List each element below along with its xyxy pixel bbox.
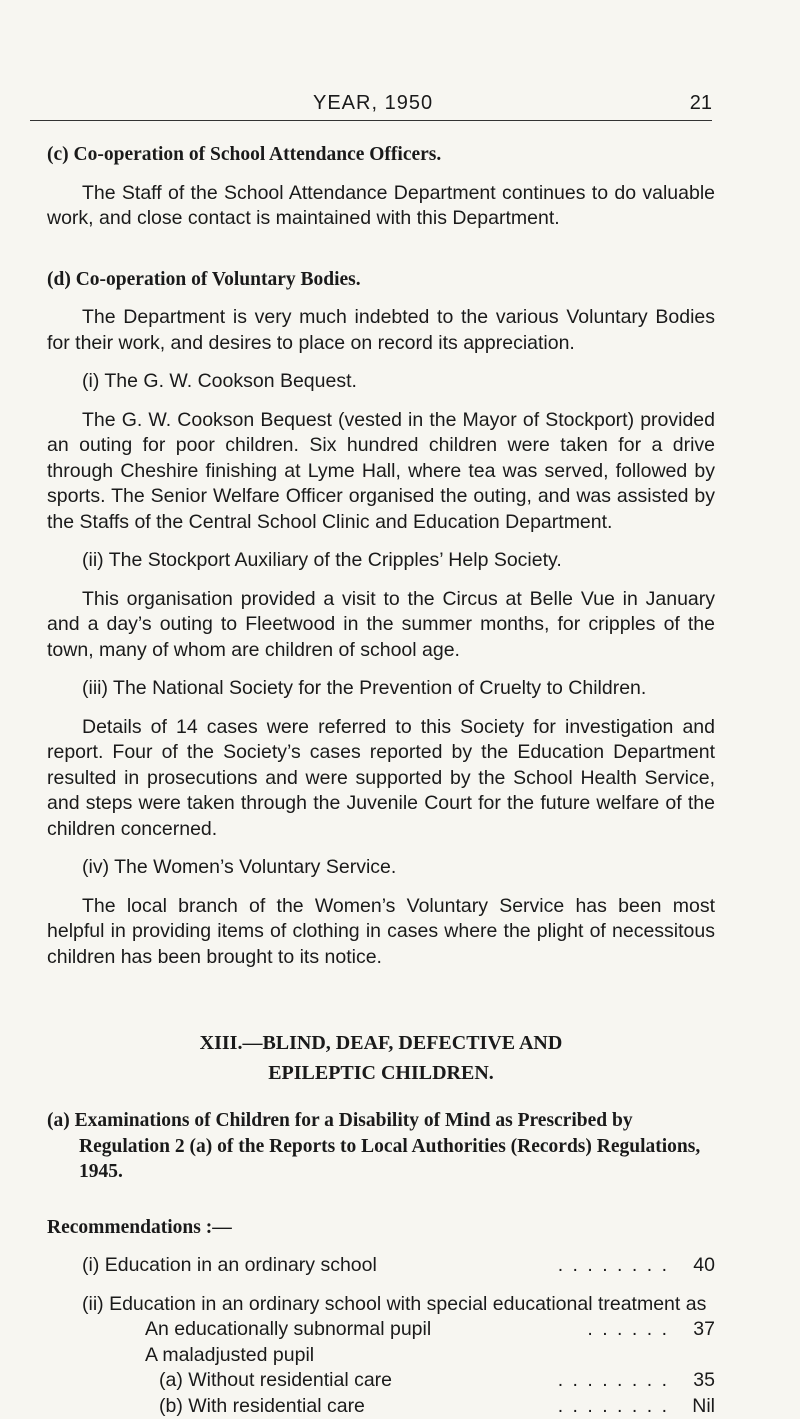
rec-value: 37 (679, 1317, 715, 1343)
rec-value: 40 (679, 1253, 715, 1279)
item-ii-title: (ii) The Stockport Auxiliary of the Cripples’ Help Society. (47, 548, 715, 574)
item-i-text: The G. W. Cookson Bequest (vested in the Mayor of Stockport) provided an outing for poor children. Six hundred children were taken for a drive through Cheshire finishing at Lyme Hall, where tea was served, followed by sports. The Senior Welfare Officer organised the outing, and was assisted by the Staffs of the Central School Clinic and Education Department. (47, 408, 715, 536)
leader-dots: . . . . . . . . (365, 1394, 679, 1419)
section-d-heading: (d) Co-operation of Voluntary Bodies. (47, 267, 715, 293)
page-header (30, 92, 712, 121)
recommendation-row (47, 1368, 715, 1394)
rec-maladjusted-label: A maladjusted pupil (47, 1343, 715, 1369)
rec-label: An educationally subnormal pupil (145, 1317, 431, 1343)
recommendations-label: Recommendations :— (47, 1215, 715, 1241)
item-ii-text: This organisation provided a visit to the Circus at Belle Vue in January and a day’s outing to Fleetwood in the summer months, for cripples of the town, many of whom are children of school age. (47, 587, 715, 664)
item-iii-text: Details of 14 cases were referred to this Society for investigation and report. Four of the Society’s cases reported by the Education Department resulted in prosecutions and were supported by the School Health Service, and steps were taken through the Juvenile Court for the future welfare of the children concerned. (47, 715, 715, 843)
recommendation-row (47, 1253, 715, 1279)
section-c-heading: (c) Co-operation of School Attendance Officers. (47, 142, 715, 168)
leader-dots: . . . . . . . . (392, 1368, 679, 1394)
rec-label: (i) Education in an ordinary school (82, 1253, 377, 1279)
leader-dots: . . . . . . (431, 1317, 679, 1343)
section-a-heading: (a) Examinations of Children for a Disability of Mind as Prescribed by Regulation 2 (a) of the Reports to Local Authorities (Records) Regulations, 1945. (47, 1108, 715, 1185)
leader-dots: . . . . . . . . (377, 1253, 679, 1279)
recommendation-row (47, 1394, 715, 1419)
rec-ii-label: (ii) Education in an ordinary school with special educational treatment as (47, 1292, 715, 1318)
section-d-intro: The Department is very much indebted to the various Voluntary Bodies for their work, and desires to place on record its appreciation. (47, 305, 715, 356)
item-iii-title: (iii) The National Society for the Prevention of Cruelty to Children. (47, 676, 715, 702)
item-i-title: (i) The G. W. Cookson Bequest. (47, 369, 715, 395)
chapter-heading-line2: EPILEPTIC CHILDREN. (47, 1058, 715, 1088)
rec-value: 35 (679, 1368, 715, 1394)
chapter-heading-line1: XIII.—BLIND, DEAF, DEFECTIVE AND (47, 1028, 715, 1058)
rec-value: Nil (679, 1394, 715, 1419)
rec-label: (a) Without residential care (159, 1368, 392, 1394)
recommendation-row (47, 1317, 715, 1343)
section-c-text: The Staff of the School Attendance Department continues to do valuable work, and close contact is maintained with this Department. (47, 181, 715, 232)
page-content (47, 142, 715, 1419)
item-iv-title: (iv) The Women’s Voluntary Service. (47, 855, 715, 881)
page-number: 21 (690, 92, 712, 115)
rec-label: (b) With residential care (159, 1394, 365, 1419)
item-iv-text: The local branch of the Women’s Voluntary Service has been most helpful in providing items of clothing in cases where the plight of necessitous children has been brought to its notice. (47, 894, 715, 971)
header-title: YEAR, 1950 (313, 92, 433, 115)
